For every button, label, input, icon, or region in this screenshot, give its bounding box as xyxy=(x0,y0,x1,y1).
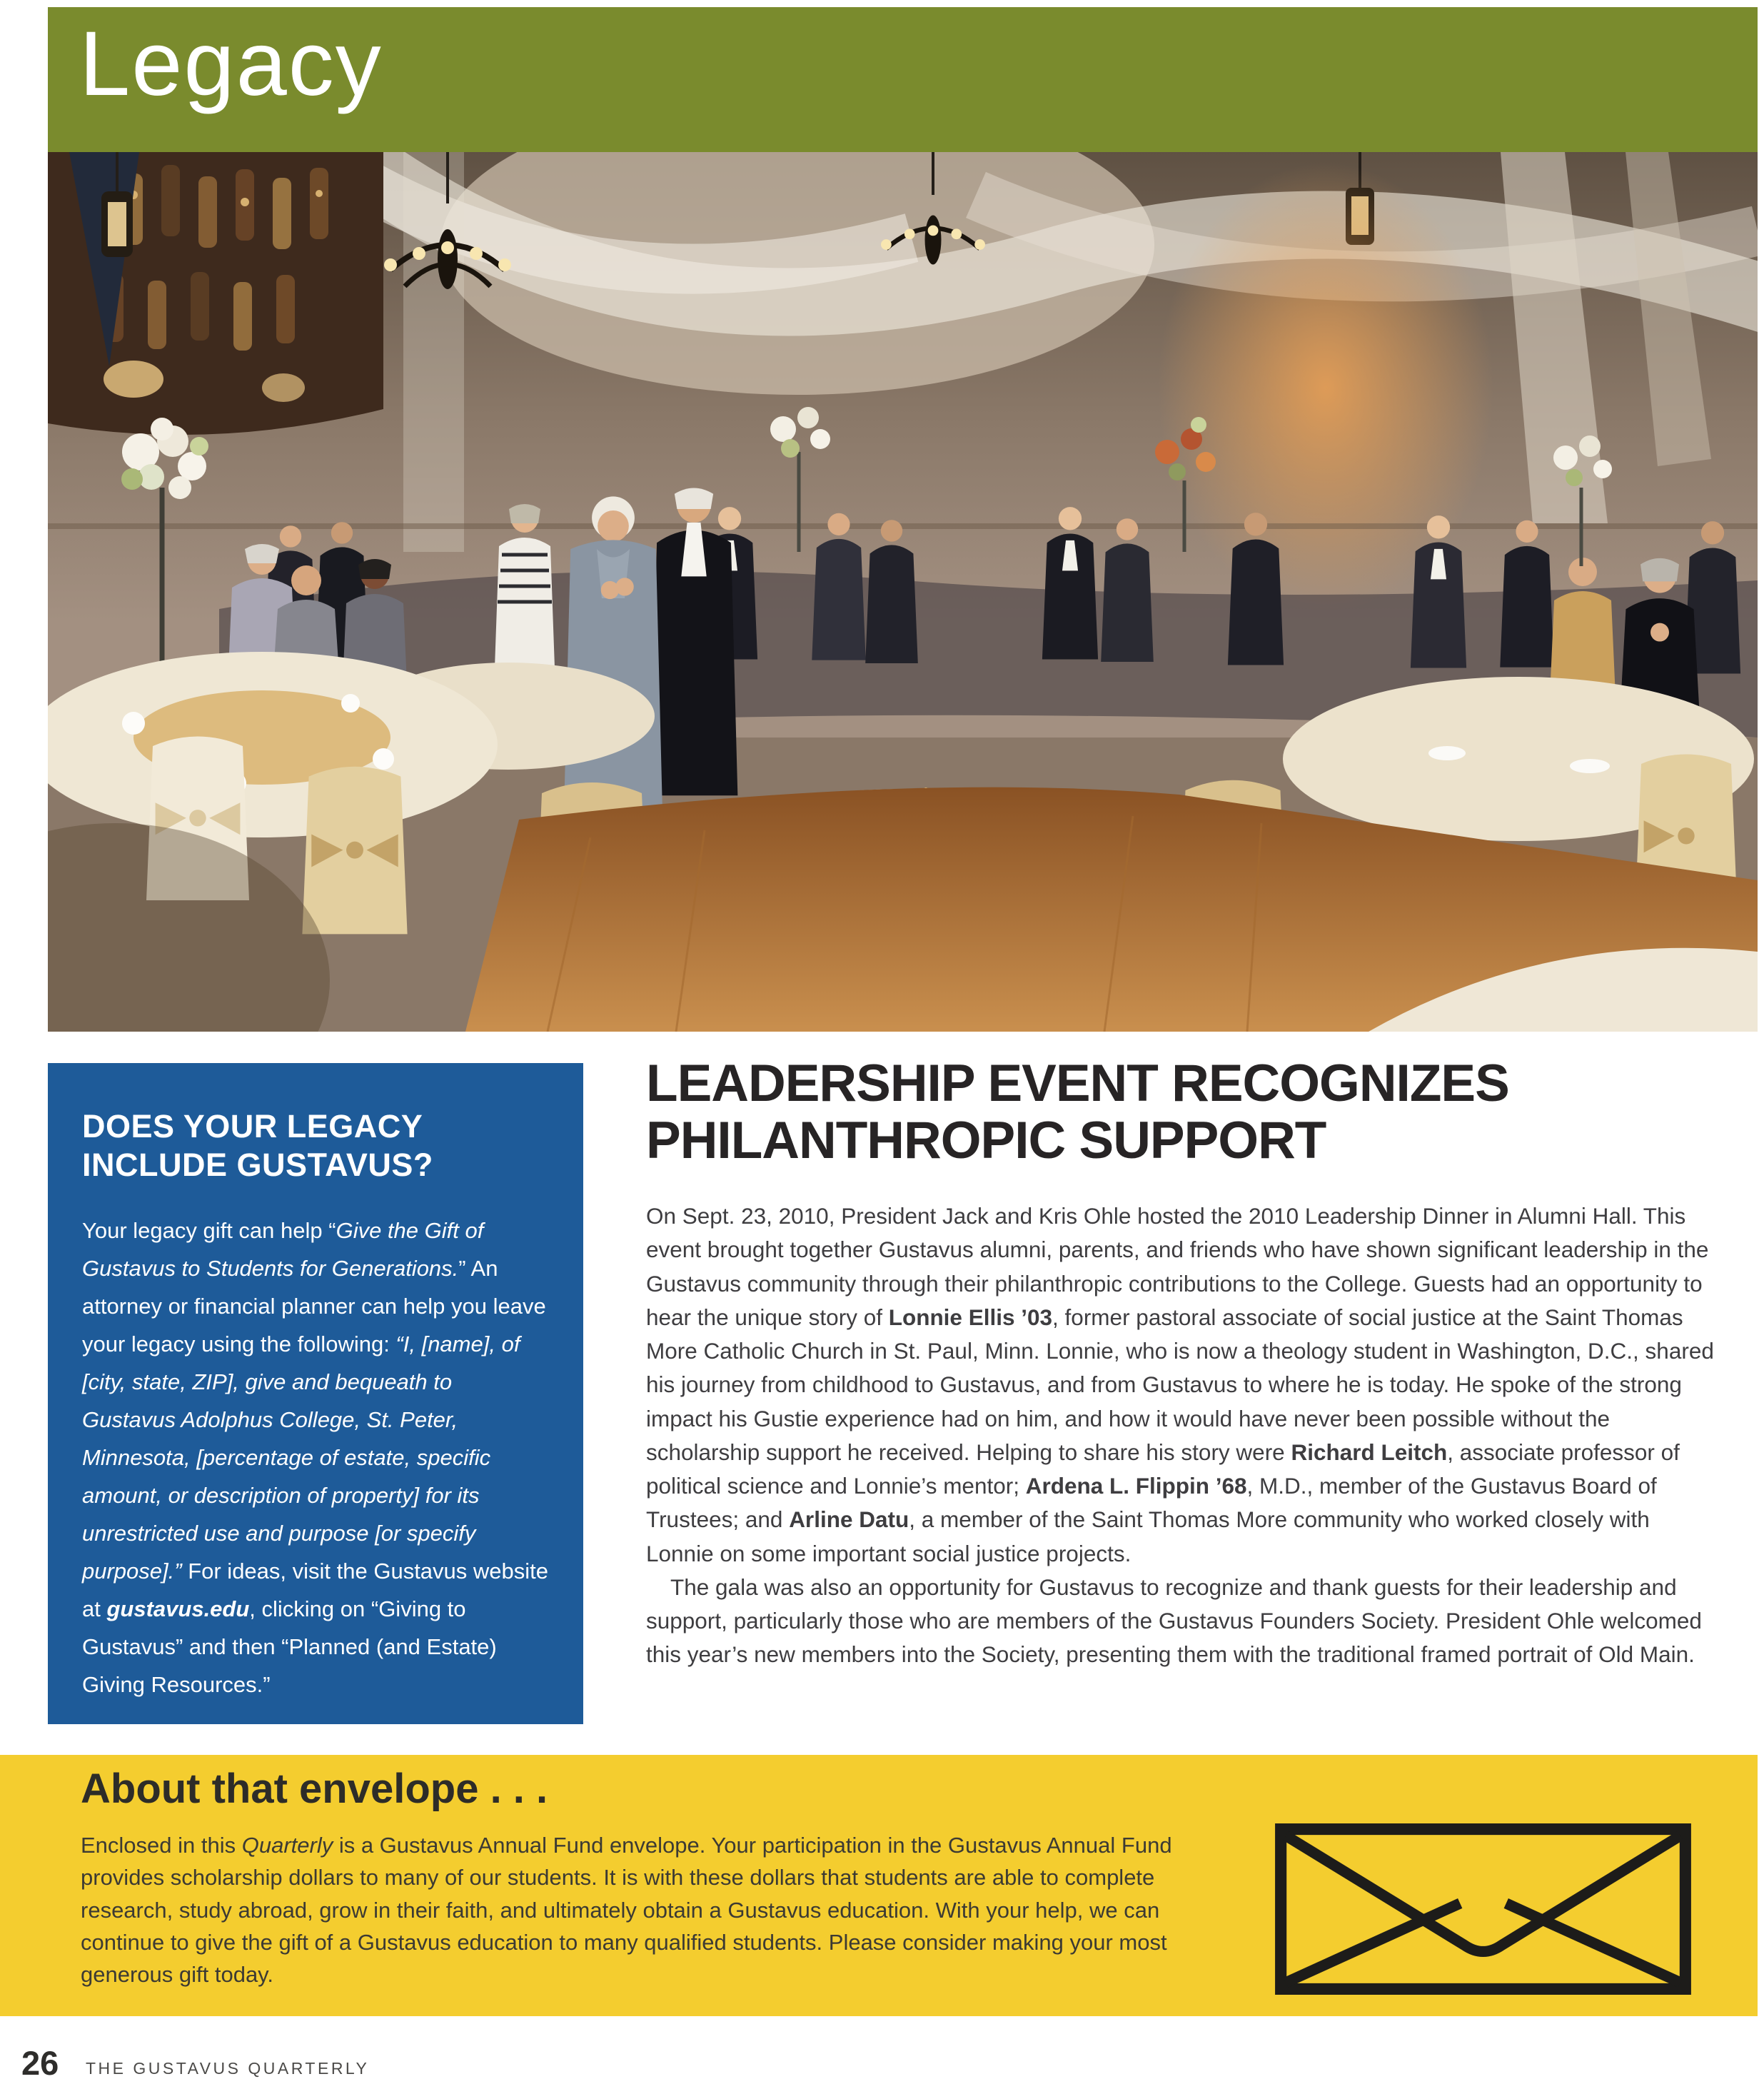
article-paragraph: The gala was also an opportunity for Gustavus to recognize and thank guests for their leadership and support, particularly those who are members of the Gustavus Founders Society. President Ohle welcomed this year’s new members into the Society, presenting them with the traditional framed portrait of Old Main. xyxy=(646,1574,1702,1668)
page-title: Legacy xyxy=(79,13,383,115)
article-headline: LEADERSHIP EVENT RECOGNIZES PHILANTHROPIC SUPPORT xyxy=(646,1054,1509,1169)
callout-heading: DOES YOUR LEGACY INCLUDE GUSTAVUS? xyxy=(82,1108,433,1183)
callout-body: Your legacy gift can help “Give the Gift of Gustavus to Students for Generations.” An attorney or financial planner can help you leave your legacy using the following: “I, [name], of [city, state, ZIP], give and bequeath to Gustavus Adolphus College, St. Peter, Minnesota, [percentage of estate, specific amount, or description of property] for its unrestricted use and purpose [or specify purpose].” For ideas, visit the Gustavus website at gustavus.edu, clicking on “Giving to Gustavus” and then “Planned (and Estate) Giving Resources.” xyxy=(82,1218,549,1697)
envelope-icon xyxy=(1274,1823,1692,1995)
article-paragraph: On Sept. 23, 2010, President Jack and Kris Ohle hosted the 2010 Leadership Dinner in Alumni Hall. This event brought together Gustavus alumni, parents, and friends who have shown significant leadership in the Gustavus community through their philanthropic contributions to the College. Guests had an opportunity to hear the unique story of Lonnie Ellis ’03, former pastoral associate of social justice at the Saint Thomas More Catholic Church in St. Paul, Minn. Lonnie, who is now a theology student in Washington, D.C., shared his journey from childhood to Gustavus, and from Gustavus to where he is today. He spoke of the strong impact his Gustie experience had on him, and how it would have never been possible without the scholarship support he received. Helping to share his story were Richard Leitch, associate professor of political science and Lonnie’s mentor; Ardena L. Flippin ’68, M.D., member of the Gustavus Board of Trustees; and Arline Datu, a member of the Saint Thomas More community who worked closely with Lonnie on some important social justice projects. xyxy=(646,1203,1714,1566)
publication-name: THE GUSTAVUS QUARTERLY xyxy=(86,2059,370,2078)
legacy-callout-box xyxy=(48,1063,583,1724)
event-photo xyxy=(48,152,1758,1032)
envelope-box-title: About that envelope . . . xyxy=(81,1766,548,1812)
page-number: 26 xyxy=(21,2044,59,2082)
banquet-scene-illustration xyxy=(48,152,1758,1032)
article-body xyxy=(646,1199,1718,1672)
envelope-callout-box xyxy=(0,1755,1758,2016)
envelope-box-body: Enclosed in this Quarterly is a Gustavus Annual Fund envelope. Your participation in the Gustavus Annual Fund provides scholarship dollars to many of our students. It is with these dollars that students are able to complete research, study abroad, grow in their faith, and ultimately obtain a Gustavus education. With your help, we can continue to give the gift of a Gustavus education to many qualified students. Please consider making your most generous gift today. xyxy=(81,1833,1172,1987)
section-header-band xyxy=(48,7,1758,152)
